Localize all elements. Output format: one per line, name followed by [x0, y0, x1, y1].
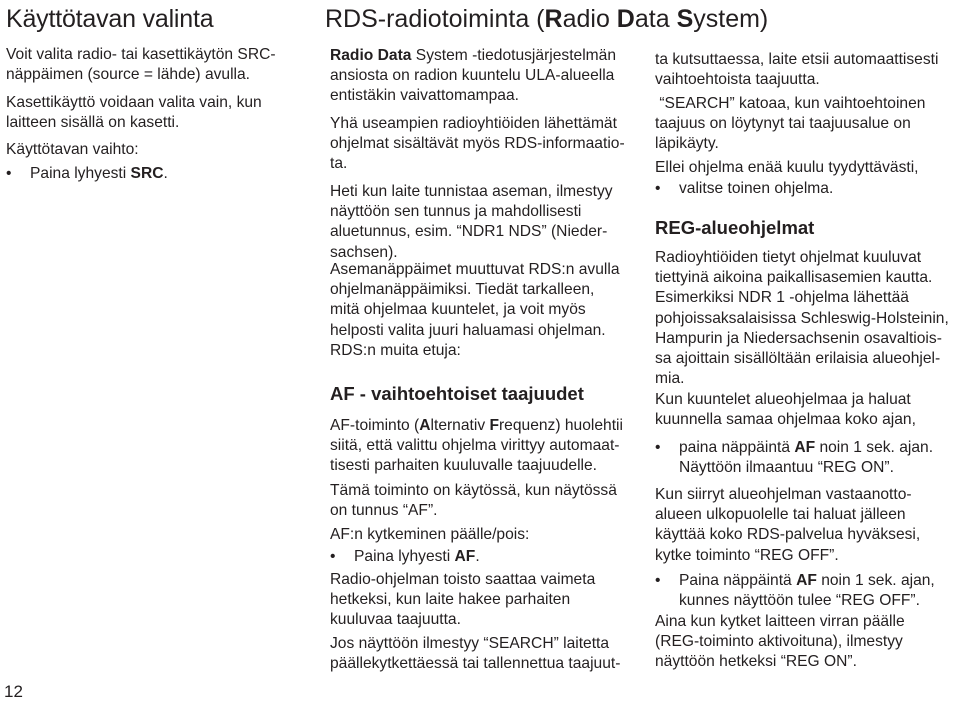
af-bullet: • Paina lyhyesti AF.	[330, 547, 480, 567]
reg-para-3: Kun siirryt alueohjelman vastaanotto- alueen ulkopuolelle tai haluat jälleen käyttää koko RDS-palvelua hyväksesi, kytke toiminto “REG OFF”.	[655, 486, 921, 564]
reg-para-2: Kun kuuntelet alueohjelmaa ja haluat kuunnella samaa ohjelmaa koko ajan,	[655, 391, 916, 429]
left-bullet: • Paina lyhyesti SRC.	[6, 164, 168, 184]
search-para-1: ta kutsuttaessa, laite etsii automaattisesti vaihtoehtoista taajuutta.	[655, 51, 939, 89]
af-para-2: Tämä toiminto on käytössä, kun näytössä on tunnus “AF”.	[330, 482, 617, 520]
reg-heading: REG-alueohjelmat	[655, 217, 815, 238]
rds-para-1: Radio Data System -tiedotusjärjestelmän ansiosta on radion kuuntelu ULA-alueella entistäkin vaivattomampaa.	[330, 47, 616, 105]
rds-para-3: Heti kun laite tunnistaa aseman, ilmestyy näyttöön sen tunnus ja mahdollisesti aluetunnus, esim. “NDR1 NDS” (Nieder- sachsen).	[330, 183, 613, 261]
rds-para-2: Yhä useampien radioyhtiöiden lähettämät ohjelmat sisältävät myös RDS-informaatio- ta.	[330, 115, 625, 173]
left-para-1: Voit valita radio- tai kasettikäytön SRC- näppäimen (source = lähde) avulla.	[6, 46, 276, 84]
left-para-2: Kasettikäyttö voidaan valita vain, kun laitteen sisällä on kasetti.	[6, 94, 262, 132]
reg-bullet-1: • paina näppäintä AF noin 1 sek. ajan. Näyttöön ilmaantuu “REG ON”.	[655, 438, 933, 478]
rds-para-5: RDS:n muita etuja:	[330, 342, 461, 359]
af-para-5: Jos näyttöön ilmestyy “SEARCH” laitetta päällekytkettäessä tai tallennettua taajuut-	[330, 635, 621, 673]
reg-para-1: Radioyhtiöiden tietyt ohjelmat kuuluvat tiettyinä aikoina paikallisasemien kautta. Esimerkiksi NDR 1 -ohjelma lähettää pohjoissaksalaisissa Schleswig-Holsteinin, Hampurin ja Niedersachsenin osavaltiois- sa ajoittain sisällöltään erilaisia alueohjel- mia.	[655, 249, 949, 388]
section-title-mode: Käyttötavan valinta	[6, 5, 214, 33]
reg-para-4: Aina kun kytket laitteen virran päälle (REG-toiminto aktivoituna), ilmestyy näyttöön hetkeksi “REG ON”.	[655, 613, 905, 671]
search-bullet: • valitse toinen ohjelma.	[655, 179, 833, 199]
page-number: 12	[4, 682, 23, 701]
reg-bullet-2: • Paina näppäintä AF noin 1 sek. ajan, kunnes näyttöön tulee “REG OFF”.	[655, 571, 935, 611]
search-para-3: Ellei ohjelma enää kuulu tyydyttävästi,	[655, 159, 919, 176]
left-para-3: Käyttötavan vaihto:	[6, 141, 139, 158]
af-para-3: AF:n kytkeminen päälle/pois:	[330, 526, 530, 543]
af-para-4: Radio-ohjelman toisto saattaa vaimeta hetkeksi, kun laite hakee parhaiten kuuluvaa taajuutta.	[330, 571, 596, 629]
search-para-2: “SEARCH” katoaa, kun vaihtoehtoinen taajuus on löytynyt tai taajuusalue on läpikäyty.	[655, 95, 926, 153]
rds-para-4: Asemanäppäimet muuttuvat RDS:n avulla ohjelmanäppäimiksi. Tiedät tarkalleen, mitä ohjelmaa kuuntelet, ja voit myös helposti valita juuri haluamasi ohjelman.	[330, 261, 620, 339]
af-heading: AF - vaihtoehtoiset taajuudet	[330, 383, 584, 404]
section-title-rds: RDS-radiotoiminta (Radio Data System)	[325, 5, 769, 33]
af-para-1: AF-toiminto (Alternativ Frequenz) huolehtii siitä, että valittu ohjelma virittyy automaat- tisesti parhaiten kuuluvalle taajuudelle.	[330, 417, 623, 475]
